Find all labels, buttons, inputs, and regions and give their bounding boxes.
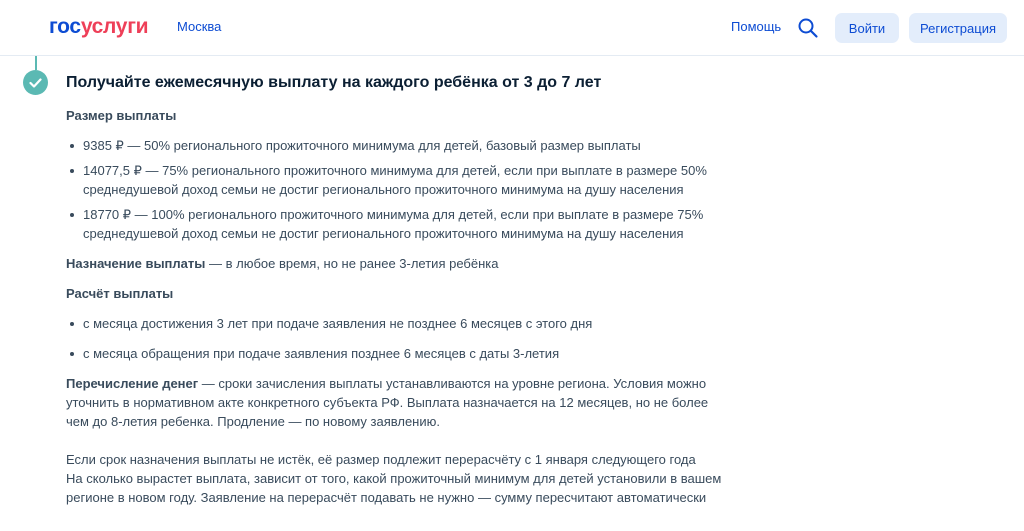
assignment-text: — в любое время, но не ранее 3-летия ребёнка bbox=[205, 256, 499, 271]
recalc-line-1: Если срок назначения выплаты не истёк, её размер подлежит перерасчёту с 1 января следующего года bbox=[66, 452, 696, 467]
step-complete-badge bbox=[23, 70, 48, 95]
logo-part-gos: гос bbox=[49, 15, 81, 38]
transfer-text: — сроки зачисления выплаты устанавливаются на уровне региона. Условия можно уточнить в нормативном акте конкретного субъекта РФ. Выплата назначается на 12 месяцев, но не более чем до 8-летия ребенка. Продление — по новому заявлению. bbox=[66, 376, 709, 429]
recalc-line-2: На сколько вырастет выплата, зависит от того, какой прожиточный минимум для детей установили в вашем регионе в новом году. Заявление на перерасчёт подавать не нужно — сумму пересчитают автоматически bbox=[66, 471, 722, 505]
main-content bbox=[66, 72, 726, 507]
header bbox=[0, 0, 1024, 56]
amount-list bbox=[66, 136, 726, 243]
section-title: Получайте ежемесячную выплату на каждого ребёнка от 3 до 7 лет bbox=[66, 74, 602, 91]
assignment-label: Назначение выплаты bbox=[66, 256, 206, 271]
timeline-line bbox=[35, 56, 37, 70]
calc-heading: Расчёт выплаты bbox=[66, 286, 174, 301]
search-icon[interactable] bbox=[797, 17, 819, 39]
logo-part-uslugi: услуги bbox=[80, 15, 149, 38]
transfer-label: Перечисление денег bbox=[66, 376, 199, 391]
transfer-paragraph bbox=[66, 374, 726, 431]
list-item: 14077,5 ₽ — 75% регионального прожиточного минимума для детей, если при выплате в размере 50% среднедушевой доход семьи не достиг регионального прожиточного минимума на душу населения bbox=[66, 161, 726, 199]
list-item: 18770 ₽ — 100% регионального прожиточного минимума для детей, если при выплате в размере 75% среднедушевой доход семьи не достиг регионального прожиточного минимума на душу населения bbox=[66, 205, 726, 243]
recalc-paragraph bbox=[66, 450, 726, 507]
check-icon bbox=[29, 78, 42, 88]
city-selector[interactable]: Москва bbox=[177, 19, 222, 34]
assignment-paragraph bbox=[66, 254, 726, 273]
gosuslugi-logo[interactable] bbox=[49, 14, 148, 40]
list-item: 9385 ₽ — 50% регионального прожиточного минимума для детей, базовый размер выплаты bbox=[66, 136, 726, 155]
help-link[interactable]: Помощь bbox=[731, 19, 782, 34]
login-button[interactable]: Войти bbox=[835, 13, 899, 43]
calc-list bbox=[66, 314, 726, 363]
amount-heading: Размер выплаты bbox=[66, 108, 177, 123]
list-item: с месяца обращения при подаче заявления позднее 6 месяцев с даты 3-летия bbox=[66, 344, 726, 363]
register-button[interactable]: Регистрация bbox=[909, 13, 1007, 43]
list-item: с месяца достижения 3 лет при подаче заявления не позднее 6 месяцев с этого дня bbox=[66, 314, 726, 333]
